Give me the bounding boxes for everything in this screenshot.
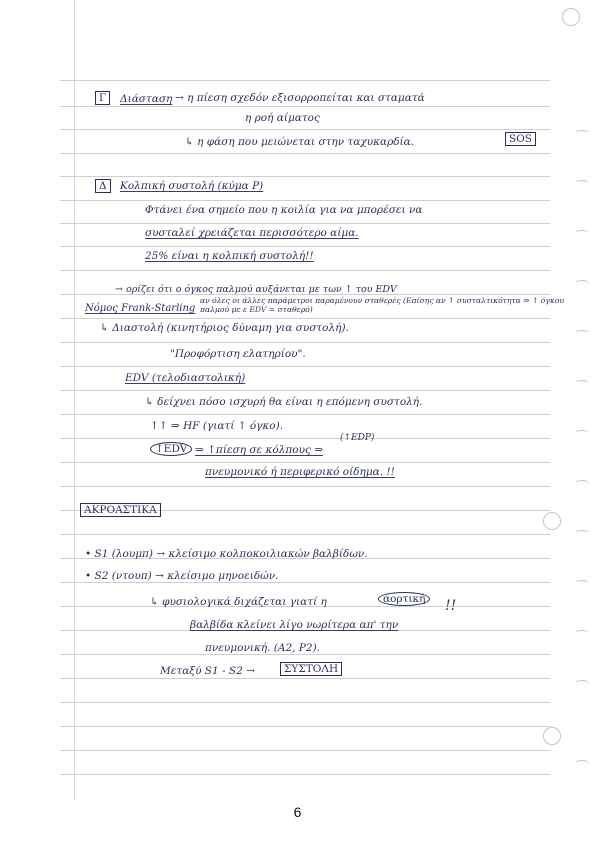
edge-mark — [575, 280, 589, 287]
note-line: Φτάνει ένα σημείο που η κοιλία για να μπορέσει να — [145, 204, 423, 216]
note-line: "Προφόρτιση ελατηρίου". — [170, 348, 306, 360]
ruled-line — [60, 414, 550, 415]
edge-mark — [575, 630, 589, 637]
ruled-line — [60, 678, 550, 679]
edge-mark — [575, 580, 589, 587]
note-line: !! — [445, 598, 457, 614]
margin-line — [74, 0, 75, 800]
edge-mark — [575, 480, 589, 487]
note-line: → ορίζει ότι ο όγκος παλμού αυξάνεται με των ↑ του EDV — [115, 284, 397, 295]
ruled-line — [60, 774, 550, 775]
ruled-line — [60, 246, 550, 247]
ruled-line — [60, 750, 550, 751]
ruled-line — [60, 270, 550, 271]
edge-mark — [575, 180, 589, 187]
ruled-line — [60, 534, 550, 535]
note-line: ↑↑ ⇒ HF (γιατί ↑ όγκο). — [150, 420, 284, 432]
sos-label: SOS — [505, 132, 536, 146]
note-line: πνευμονική. (A2, P2). — [205, 642, 321, 654]
edge-mark — [575, 380, 589, 387]
edge-mark — [575, 330, 589, 337]
ruled-line — [60, 80, 550, 81]
ruled-line — [60, 106, 550, 107]
ruled-line — [60, 438, 550, 439]
ruled-line — [60, 318, 550, 319]
note-line: → η πίεση σχεδόν εξισορροπείται και σταματά — [175, 92, 425, 104]
heading-frank-starling: Νόμος Frank-Starling — [85, 303, 196, 314]
note-line: βαλβίδα κλείνει λίγο νωρίτερα απ' την — [190, 619, 399, 631]
note-line: Μεταξύ S1 - S2 → — [160, 665, 255, 677]
ruled-line — [60, 176, 550, 177]
note-line: • S2 (ντουπ) → κλείσιμο μηνοειδών. — [85, 570, 279, 582]
note-line: 25% είναι η κολπική συστολή!! — [145, 250, 314, 262]
edge-mark — [575, 680, 589, 687]
aortiki-circled: αορτική — [378, 592, 430, 606]
note-line: ↳ Διαστολή (κινητήριος δύναμη για συστολή). — [100, 322, 349, 334]
heading-kolpiki-systoli: Κολπική συστολή (κύμα P) — [120, 180, 264, 192]
punch-hole — [543, 727, 561, 745]
note-line: ⇒ ↑πίεση σε κόλπους ⇒ — [195, 444, 324, 456]
edge-mark — [575, 230, 589, 237]
ruled-line — [60, 223, 550, 224]
ruled-line — [60, 390, 550, 391]
note-line: ↳ φυσιολογικά διχάζεται γιατί η — [150, 596, 327, 608]
note-line: η ροή αίματος — [245, 112, 320, 124]
section-label-delta: Δ — [95, 179, 111, 193]
edge-mark — [575, 430, 589, 437]
note-line: (↑EDP) — [340, 433, 375, 443]
edv-circled: ↑EDV — [150, 442, 192, 456]
note-line: συσταλεί χρειάζεται περισσότερο αίμα. — [145, 227, 359, 239]
edge-mark — [575, 130, 589, 137]
ruled-line — [60, 366, 550, 367]
note-line: • S1 (λουμπ) → κλείσιμο κολποκοιλιακών βαλβίδων. — [85, 548, 368, 560]
section-label-gamma: Γ — [95, 91, 110, 105]
note-line: ↳ η φάση που μειώνεται στην ταχυκαρδία. — [185, 136, 415, 148]
edge-mark — [575, 530, 589, 537]
note-line: ↳ δείχνει πόσο ισχυρή θα είναι η επόμενη συστολή. — [145, 396, 423, 408]
heading-edv: EDV (τελοδιαστολική) — [125, 372, 246, 384]
note-line: αν όλες οι άλλες παράμετροι παραμένουν σταθερές (Επίσης αν ↑ συσταλτικότητα ⇒ ↑ όγκου παλμού με ε EDV = σταθερό) — [200, 296, 565, 314]
ruled-line — [60, 129, 550, 130]
edge-mark — [575, 760, 589, 767]
heading-diastasi: Διάσταση — [120, 93, 173, 105]
heading-akroastika: ΑΚΡΟΑΣΤΙΚΑ — [80, 503, 161, 517]
systoli-boxed: ΣΥΣΤΟΛΗ — [280, 662, 342, 676]
page-number: 6 — [293, 804, 302, 820]
punch-hole — [543, 512, 561, 530]
ruled-line — [60, 726, 550, 727]
ruled-line — [60, 702, 550, 703]
ruled-line — [60, 462, 550, 463]
punch-hole — [562, 8, 580, 26]
ruled-line — [60, 200, 550, 201]
ruled-line — [60, 342, 550, 343]
note-line: πνευμονικό ή περιφερικό οίδημα. !! — [205, 466, 395, 478]
ruled-line — [60, 486, 550, 487]
ruled-line — [60, 153, 550, 154]
